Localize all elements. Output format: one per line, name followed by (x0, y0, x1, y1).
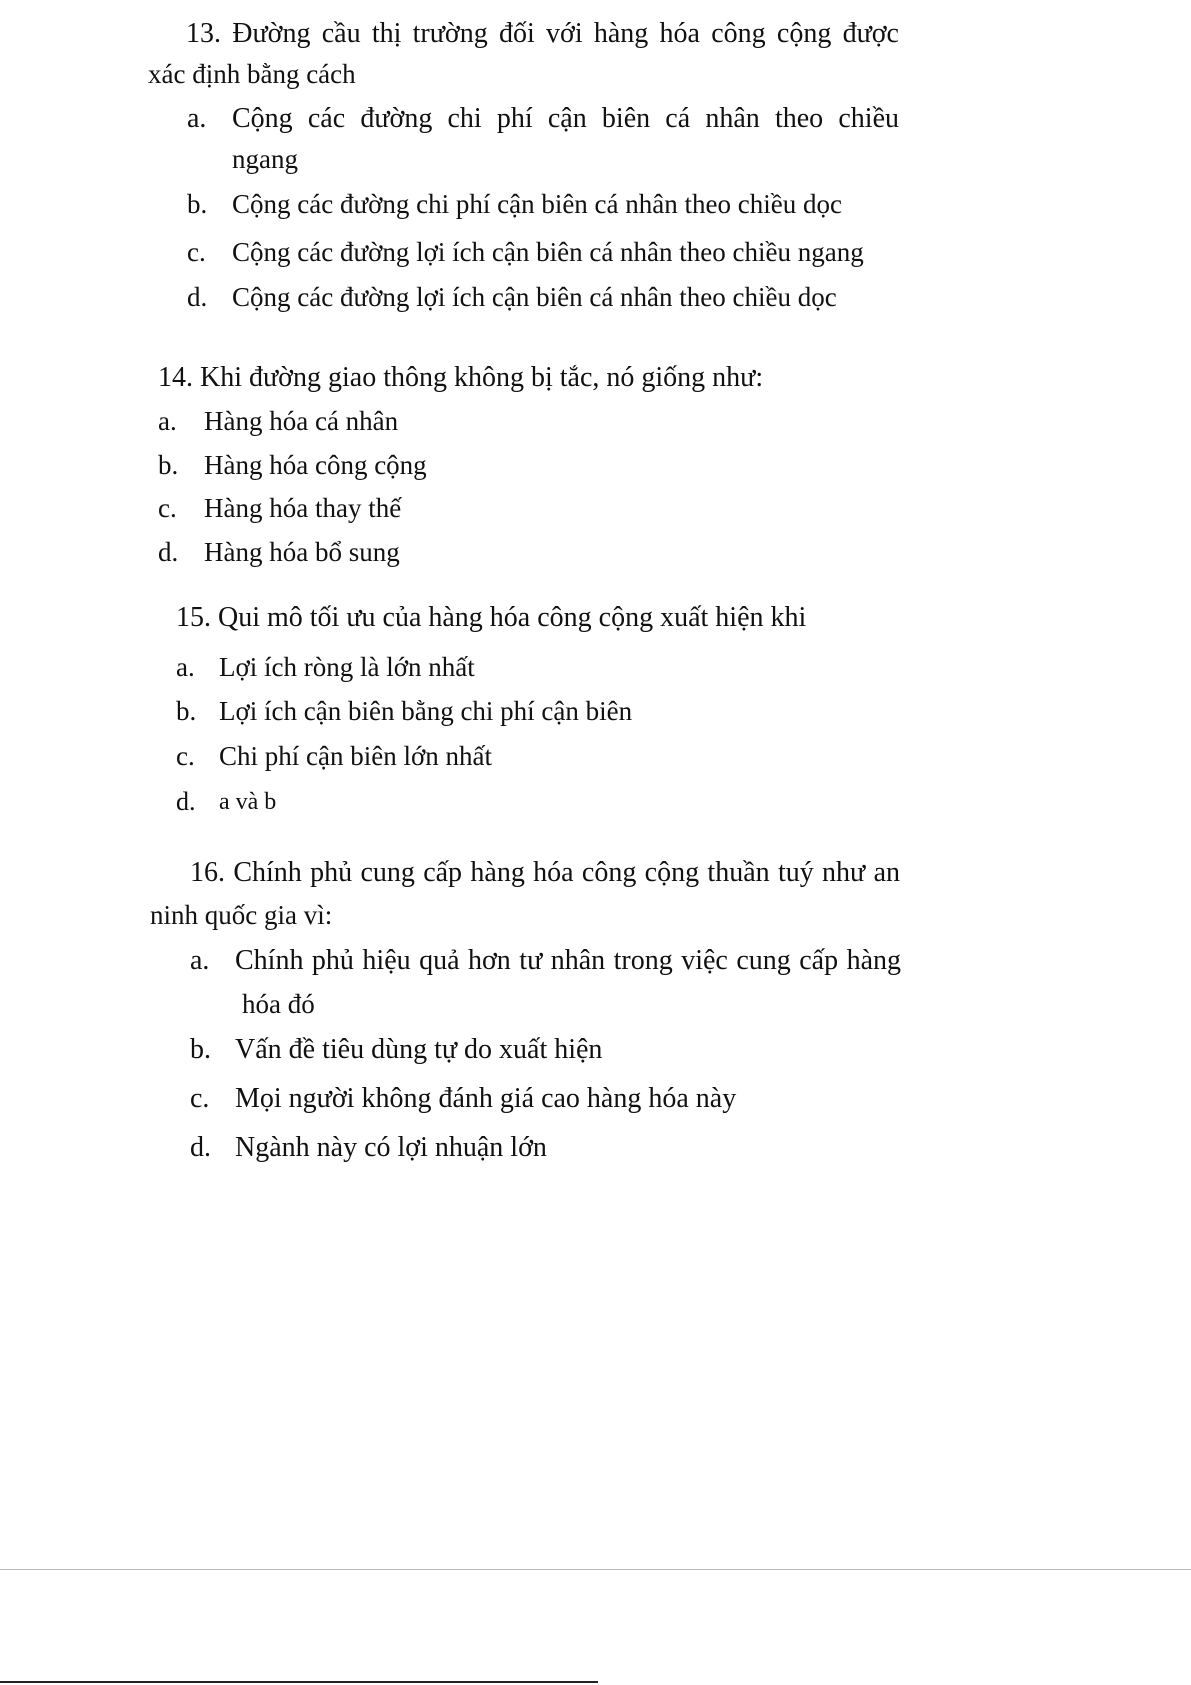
question-16-stem-line1: 16. Chính phủ cung cấp hàng hóa công cộng thuần tuý như an (190, 857, 900, 888)
option-text: Lợi ích cận biên bằng chi phí cận biên (219, 696, 633, 726)
option-letter: d. (158, 537, 179, 567)
option-letter: c. (190, 1083, 210, 1114)
option-letter: b. (190, 1034, 211, 1065)
option-text: Cộng các đường lợi ích cận biên cá nhân theo chiều ngang (232, 237, 864, 267)
option-text: Cộng các đường chi phí cận biên cá nhân theo chiều dọc (232, 189, 842, 219)
option-text: Hàng hóa thay thế (204, 493, 402, 523)
option-letter: a. (187, 103, 207, 134)
question-13-stem-line2: xác định bằng cách (148, 59, 356, 89)
option-text: Chính phủ hiệu quả hơn tư nhân trong việc cung cấp hàng (235, 945, 901, 976)
option-text: Hàng hóa cá nhân (204, 406, 399, 436)
question-16-stem-line2: ninh quốc gia vì: (150, 900, 333, 930)
option-letter: b. (187, 189, 208, 219)
option-text: Chi phí cận biên lớn nhất (219, 741, 492, 771)
option-letter: d. (176, 787, 196, 816)
page-divider (0, 1569, 1191, 1570)
option-text-continued: ngang (232, 144, 298, 174)
question-14-stem: 14. Khi đường giao thông không bị tắc, nó giống như: (158, 362, 764, 393)
option-letter: a. (176, 652, 195, 682)
option-text-continued: hóa đó (242, 989, 315, 1019)
question-15-stem: 15. Qui mô tối ưu của hàng hóa công cộng xuất hiện khi (176, 602, 807, 633)
footnote-rule (0, 1681, 598, 1683)
option-letter: d. (190, 1132, 211, 1163)
option-letter: b. (158, 450, 179, 480)
option-letter: a. (190, 945, 210, 976)
option-letter: c. (176, 741, 195, 771)
option-letter: b. (176, 696, 197, 726)
option-text: Cộng các đường chi phí cận biên cá nhân theo chiều (232, 103, 899, 134)
option-text: Lợi ích ròng là lớn nhất (219, 652, 475, 682)
option-text: Mọi người không đánh giá cao hàng hóa này (235, 1083, 737, 1114)
option-text: Ngành này có lợi nhuận lớn (235, 1132, 547, 1163)
question-13-stem-line1: 13. Đường cầu thị trường đối với hàng hóa công cộng được (186, 18, 899, 49)
option-text: Hàng hóa công cộng (204, 450, 427, 480)
option-letter: d. (187, 282, 208, 312)
option-text: Hàng hóa bổ sung (204, 537, 400, 567)
option-letter: c. (158, 493, 177, 523)
option-letter: a. (158, 406, 177, 436)
option-text: a và b (219, 789, 277, 815)
option-letter: c. (187, 237, 206, 267)
option-text: Cộng các đường lợi ích cận biên cá nhân theo chiều dọc (232, 282, 837, 312)
option-text: Vấn đề tiêu dùng tự do xuất hiện (235, 1034, 603, 1065)
